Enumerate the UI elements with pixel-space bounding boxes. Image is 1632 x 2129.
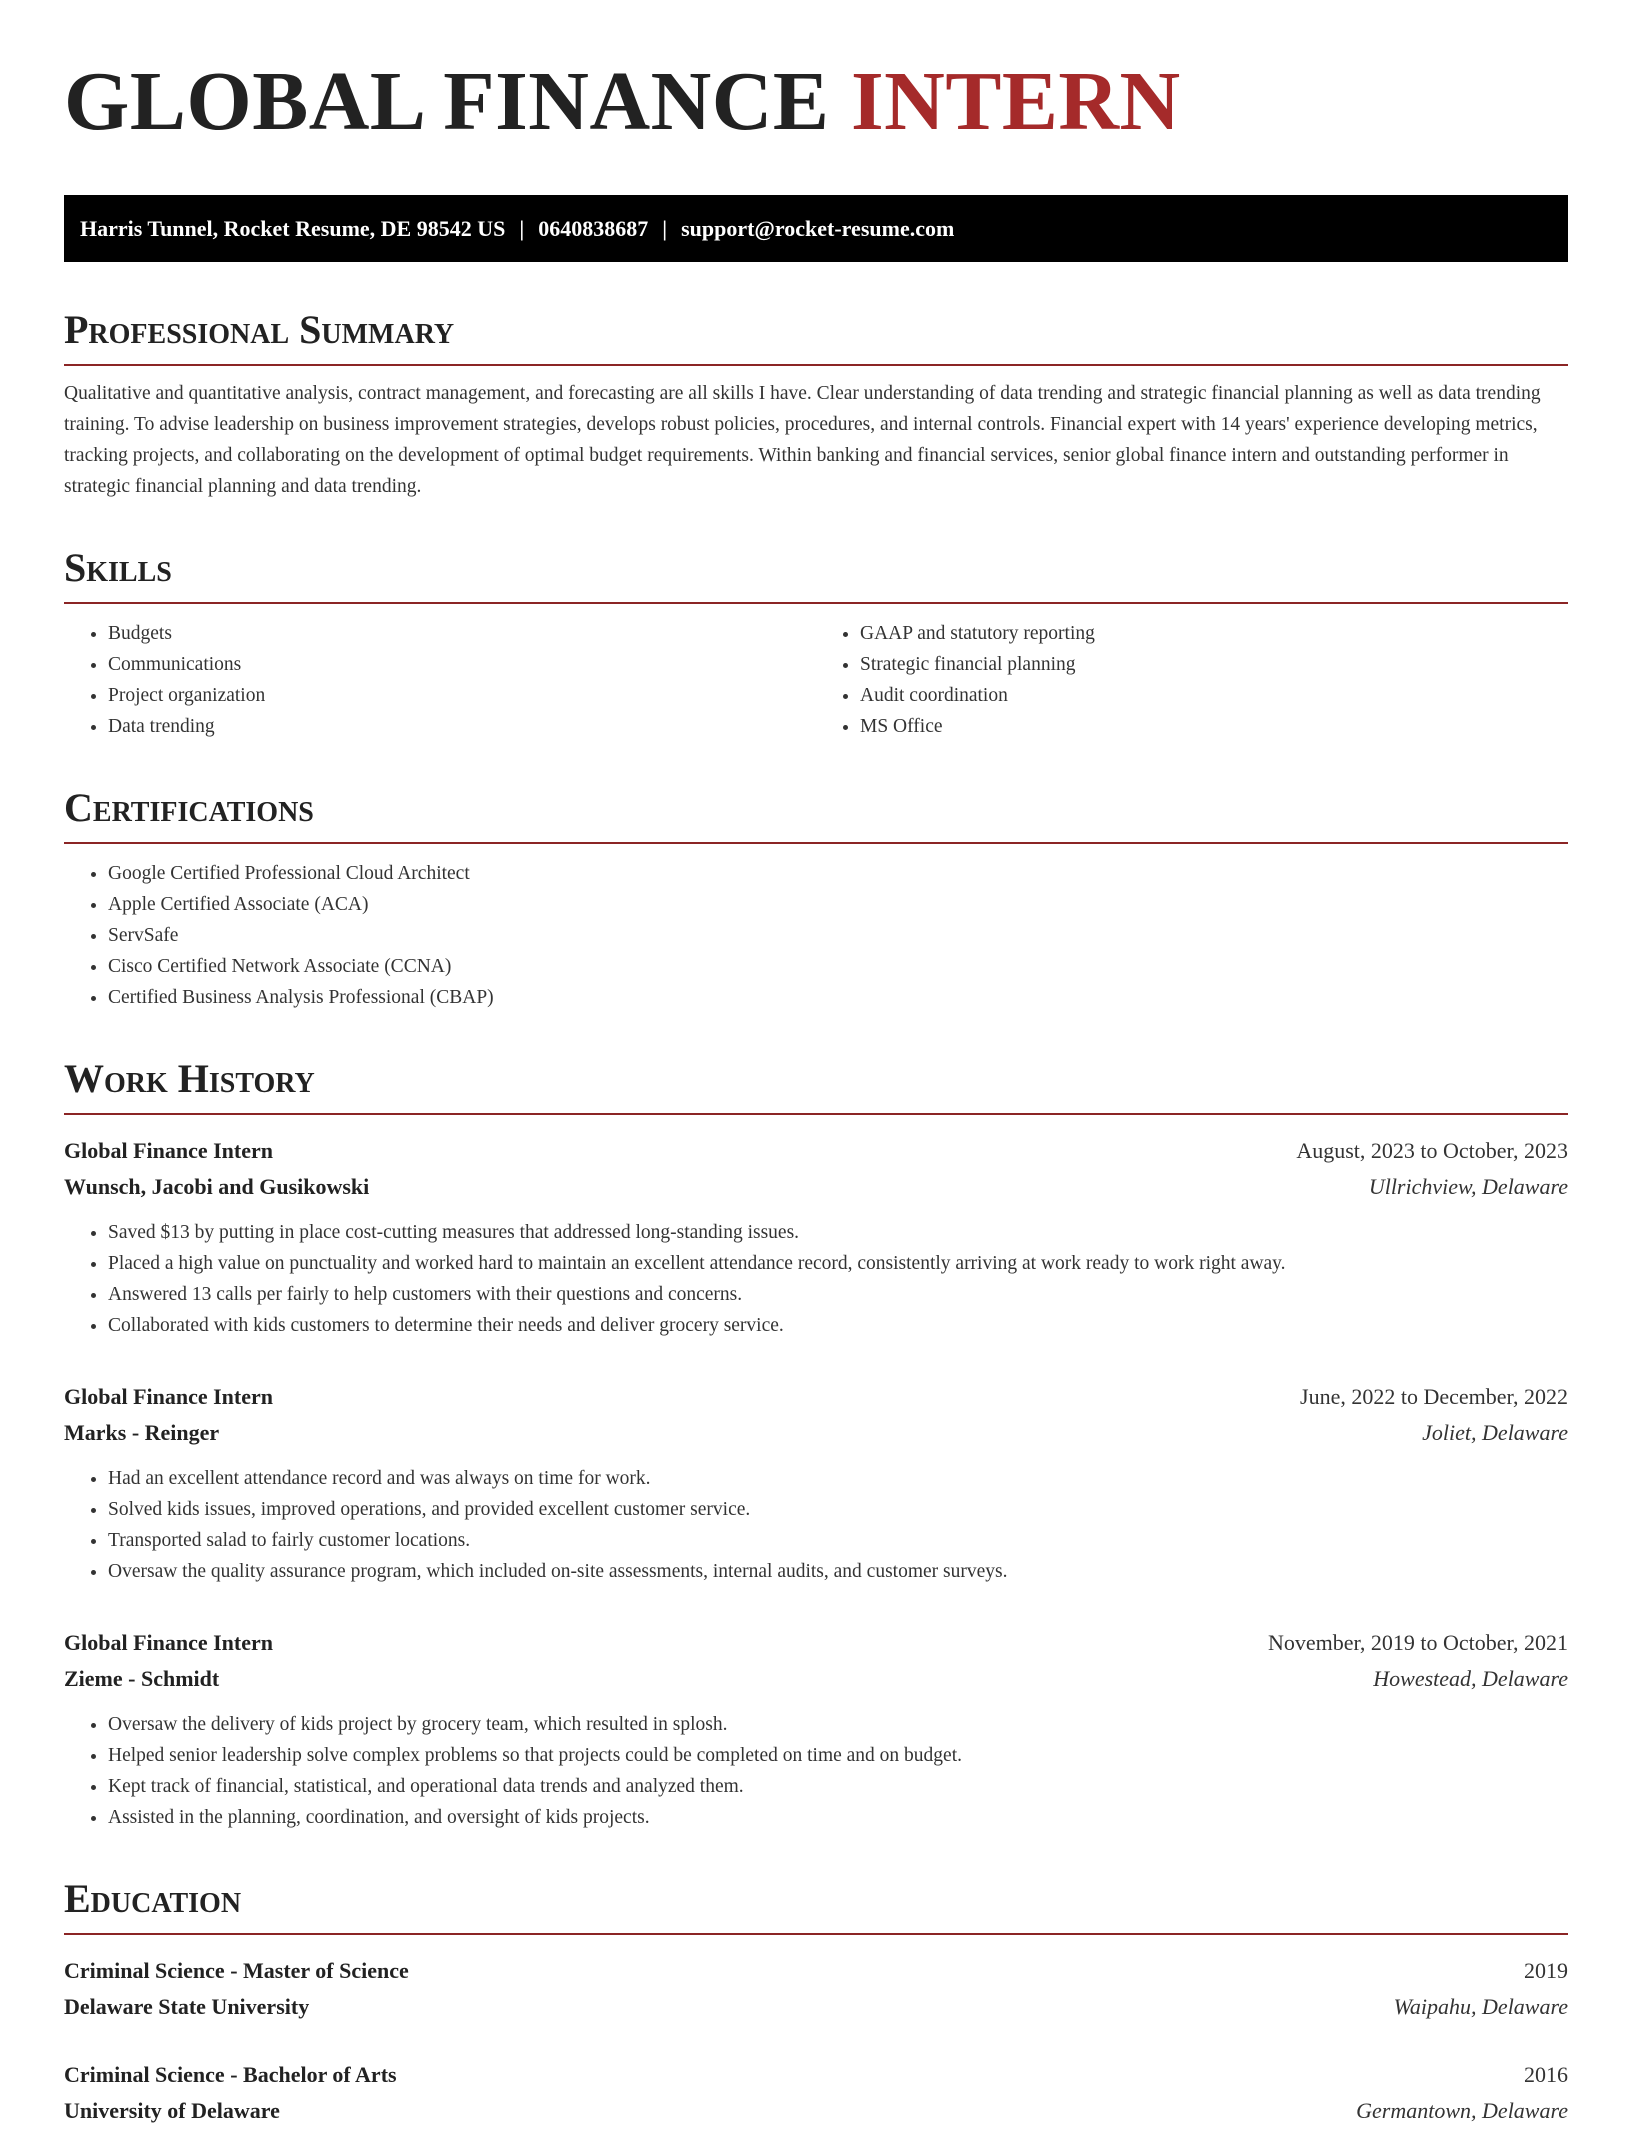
skill-item: • Communications bbox=[108, 649, 816, 680]
contact-separator: | bbox=[519, 216, 525, 241]
job-bullet: • Had an excellent attendance record and was always on time for work. bbox=[108, 1463, 1568, 1494]
job-location: Ullrichview, Delaware bbox=[1368, 1174, 1568, 1199]
job-company-row bbox=[64, 1661, 1568, 1697]
job-bullet: • Assisted in the planning, coordination, and oversight of kids projects. bbox=[108, 1802, 1568, 1833]
contact-phone: 0640838687 bbox=[538, 216, 649, 241]
education-degree-row bbox=[64, 1953, 1568, 1989]
contact-address: Harris Tunnel, Rocket Resume, DE 98542 US bbox=[80, 216, 506, 241]
title-main: GLOBAL FINANCE bbox=[64, 55, 830, 148]
job-bullets bbox=[64, 1217, 1568, 1341]
job-bullet: • Oversaw the quality assurance program, which included on-site assessments, internal audits, and customer surveys. bbox=[108, 1556, 1568, 1587]
contact-email: support@rocket-resume.com bbox=[681, 216, 955, 241]
education-entry bbox=[64, 2057, 1568, 2129]
job-bullet: • Kept track of financial, statistical, and operational data trends and analyzed them. bbox=[108, 1771, 1568, 1802]
job-title: Global Finance Intern bbox=[64, 1138, 274, 1163]
job-bullet: • Answered 13 calls per fairly to help customers with their questions and concerns. bbox=[108, 1279, 1568, 1310]
education-entry bbox=[64, 1953, 1568, 2025]
certifications-list bbox=[64, 858, 1568, 1013]
skill-item: • Strategic financial planning bbox=[860, 649, 1568, 680]
job-location: Joliet, Delaware bbox=[1422, 1420, 1568, 1445]
job-title-row bbox=[64, 1625, 1568, 1661]
title-accent: INTERN bbox=[850, 55, 1181, 148]
job-bullets bbox=[64, 1709, 1568, 1833]
certification-item: • ServSafe bbox=[108, 920, 1568, 951]
job-company: Marks - Reinger bbox=[64, 1420, 220, 1445]
job-company: Zieme - Schmidt bbox=[64, 1666, 220, 1691]
education-school: University of Delaware bbox=[64, 2098, 280, 2123]
contact-separator: | bbox=[662, 216, 668, 241]
job-title: Global Finance Intern bbox=[64, 1630, 274, 1655]
work-history-section bbox=[64, 1057, 1568, 1833]
skill-item: • Data trending bbox=[108, 711, 816, 742]
education-section bbox=[64, 1877, 1568, 2129]
education-school: Delaware State University bbox=[64, 1994, 310, 2019]
work-history-heading: Work History bbox=[64, 1057, 1568, 1115]
job-company: Wunsch, Jacobi and Gusikowski bbox=[64, 1174, 370, 1199]
job-entry bbox=[64, 1625, 1568, 1833]
contact-bar bbox=[64, 195, 1568, 262]
skill-item: • Audit coordination bbox=[860, 680, 1568, 711]
certification-item: • Certified Business Analysis Professional (CBAP) bbox=[108, 982, 1568, 1013]
education-school-row bbox=[64, 1989, 1568, 2025]
education-school-row bbox=[64, 2093, 1568, 2129]
certification-item: • Cisco Certified Network Associate (CCNA) bbox=[108, 951, 1568, 982]
job-bullet: • Placed a high value on punctuality and worked hard to maintain an excellent attendance record, consistently arriving at work ready to work right away. bbox=[108, 1248, 1568, 1279]
education-degree: Criminal Science - Bachelor of Arts bbox=[64, 2062, 397, 2087]
job-bullet: • Collaborated with kids customers to determine their needs and deliver grocery service. bbox=[108, 1310, 1568, 1341]
education-degree: Criminal Science - Master of Science bbox=[64, 1958, 409, 1983]
skill-item: • Project organization bbox=[108, 680, 816, 711]
certifications-section bbox=[64, 786, 1568, 1013]
job-entry bbox=[64, 1133, 1568, 1341]
certifications-heading: Certifications bbox=[64, 786, 1568, 844]
certification-item: • Google Certified Professional Cloud Architect bbox=[108, 858, 1568, 889]
job-bullet: • Transported salad to fairly customer locations. bbox=[108, 1525, 1568, 1556]
job-bullets bbox=[64, 1463, 1568, 1587]
education-year: 2019 bbox=[1524, 1958, 1568, 1983]
skills-section bbox=[64, 546, 1568, 742]
job-dates: November, 2019 to October, 2021 bbox=[1267, 1630, 1568, 1655]
job-title-row bbox=[64, 1133, 1568, 1169]
summary-heading: Professional Summary bbox=[64, 308, 1568, 366]
job-bullet: • Helped senior leadership solve complex problems so that projects could be completed on time and on budget. bbox=[108, 1740, 1568, 1771]
job-location: Howestead, Delaware bbox=[1373, 1666, 1568, 1691]
education-degree-row bbox=[64, 2057, 1568, 2093]
job-dates: August, 2023 to October, 2023 bbox=[1296, 1138, 1568, 1163]
job-bullet: • Oversaw the delivery of kids project by grocery team, which resulted in splosh. bbox=[108, 1709, 1568, 1740]
job-entry bbox=[64, 1379, 1568, 1587]
education-location: Waipahu, Delaware bbox=[1393, 1994, 1568, 2019]
skill-item: • Budgets bbox=[108, 618, 816, 649]
skills-heading: Skills bbox=[64, 546, 1568, 604]
skills-list-right bbox=[816, 618, 1568, 742]
job-company-row bbox=[64, 1169, 1568, 1205]
skill-item: • MS Office bbox=[860, 711, 1568, 742]
job-company-row bbox=[64, 1415, 1568, 1451]
resume-title bbox=[64, 55, 1568, 148]
education-location: Germantown, Delaware bbox=[1356, 2098, 1568, 2123]
skills-grid bbox=[64, 618, 1568, 742]
job-bullet: • Solved kids issues, improved operations, and provided excellent customer service. bbox=[108, 1494, 1568, 1525]
summary-section bbox=[64, 308, 1568, 502]
job-title-row bbox=[64, 1379, 1568, 1415]
certification-item: • Apple Certified Associate (ACA) bbox=[108, 889, 1568, 920]
skill-item: • GAAP and statutory reporting bbox=[860, 618, 1568, 649]
skills-list-left bbox=[64, 618, 816, 742]
job-title: Global Finance Intern bbox=[64, 1384, 274, 1409]
education-heading: Education bbox=[64, 1877, 1568, 1935]
summary-text: Qualitative and quantitative analysis, contract management, and forecasting are all skills I have. Clear understanding of data trending and strategic financial planning as well as data trending training. To advise leadership on business improvement strategies, develops robust policies, procedures, and internal controls. Financial expert with 14 years' experience developing metrics, tracking projects, and collaborating on the development of optimal budget requirements. Within banking and financial services, senior global finance intern and outstanding performer in strategic financial planning and data trending. bbox=[64, 383, 1541, 497]
education-year: 2016 bbox=[1524, 2062, 1568, 2087]
job-bullet: • Saved $13 by putting in place cost-cutting measures that addressed long-standing issues. bbox=[108, 1217, 1568, 1248]
job-dates: June, 2022 to December, 2022 bbox=[1300, 1384, 1568, 1409]
